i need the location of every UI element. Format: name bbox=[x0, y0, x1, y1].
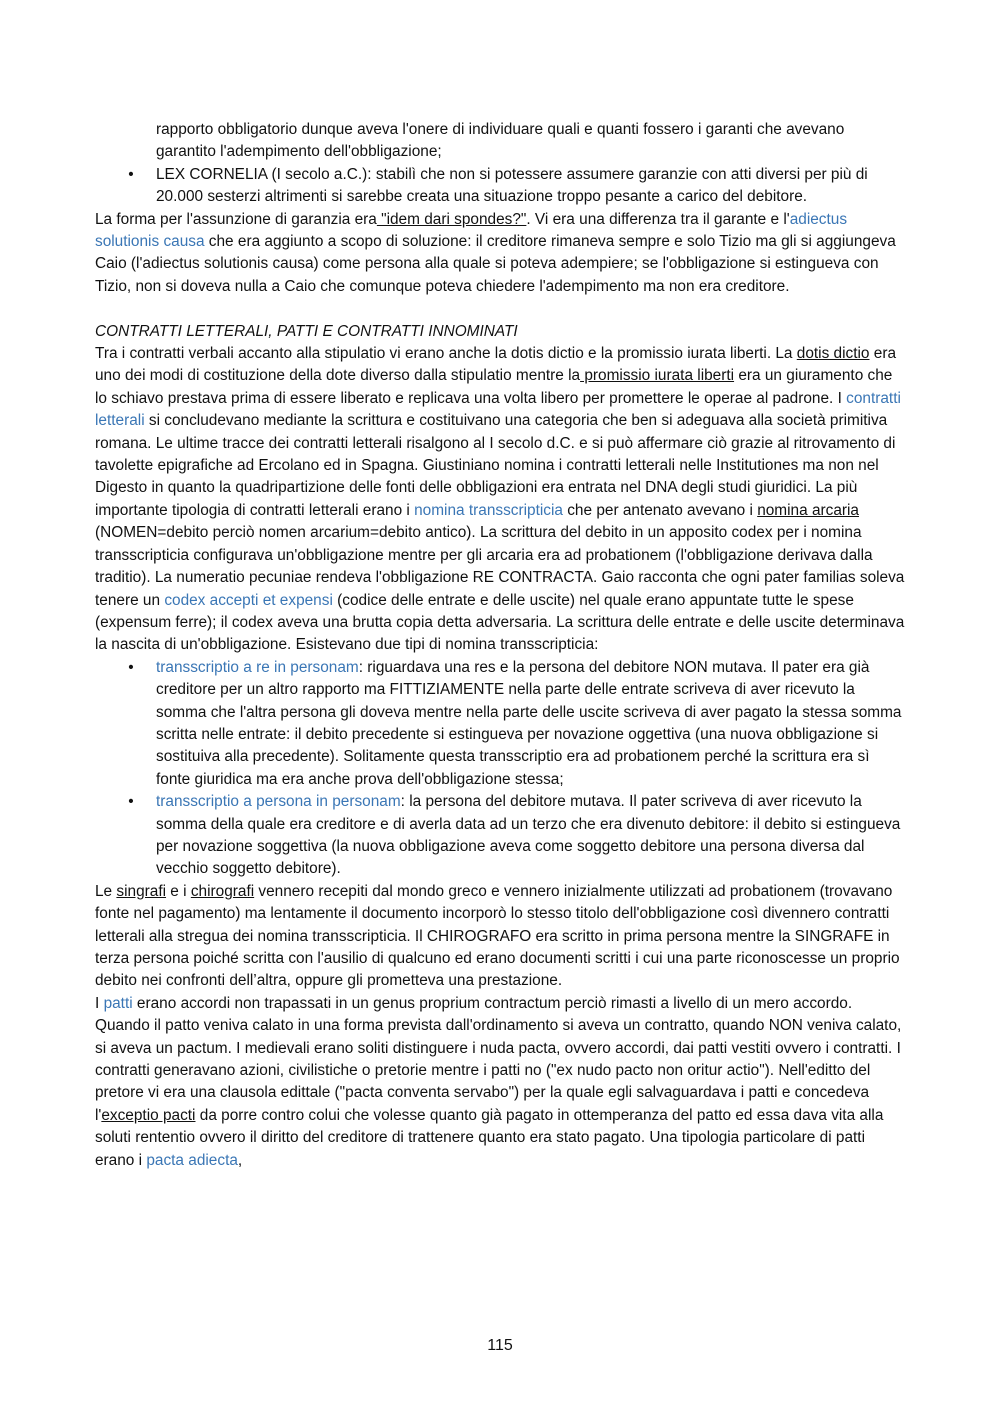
text-run: e i bbox=[166, 882, 191, 900]
term-dotis-dictio: dotis dictio bbox=[796, 345, 870, 363]
page-body bbox=[95, 119, 905, 1172]
term-transscriptio-a-re-in-personam: transscriptio a re in personam bbox=[156, 658, 359, 676]
text-run: I bbox=[95, 994, 104, 1012]
paragraph-patti bbox=[95, 993, 905, 1172]
term-patti: patti bbox=[103, 994, 133, 1012]
list-item-transscriptio-a-re bbox=[95, 657, 905, 791]
text-run: da porre contro colui che volesse quanto già pagato in ottemperanza del patto ed essa dava vita alla soluti rententio ovvero il diritto del creditore di trattenere quanto era stato pagato. Una tipologia particolare di patti erano i bbox=[95, 1106, 884, 1169]
section-heading bbox=[95, 321, 905, 343]
text-run: La forma per l'assunzione di garanzia era bbox=[95, 210, 377, 228]
term-pacta-adiecta: pacta adiecta bbox=[146, 1151, 238, 1169]
text-run: : riguardava una res e la persona del debitore NON mutava. Il pater era già creditore per un altro rapporto ma FITTIZIAMENTE nella parte delle entrate scriveva di aver ricevuto la somma che l'altra persona gli doveva mentre nella parte delle uscite scriveva di aver pagato la stessa somma scritta nelle entrate: il debito precedente si estingueva per novazione oggettiva (una nuova obbligazione si sostituiva alla precedente). Solitamente questa transscriptio era ad probationem perché la scrittura era sì fonte giuridica ma era anche prova dell'obbligazione stessa; bbox=[156, 658, 902, 788]
list-item-transscriptio-a-persona bbox=[95, 791, 905, 881]
paragraph-continuation bbox=[95, 119, 905, 164]
text-run: erano accordi non trapassati in un genus proprium contractum perciò rimasti a livello di un mero accordo. Quando il patto veniva calato in una forma prevista dall'ordinamento si aveva un contratto, quando NON veniva calato, si aveva un pactum. I medievali erano soliti distinguere i nuda pacta, ovvero accordi, dai patti vestiti ovvero i contratti. I contratti generavano azioni, civilistiche o pretorie mentre i patti no ("ex nudo pacto non oritur actio"). Nell'editto del pretore vi era una clausola edittale ("pacta conventa servabo") per la quale egli salvaguardava i patti e concedeva l' bbox=[95, 994, 902, 1124]
term-adiectus-solutionis-causa: adiectus solutionis causa bbox=[95, 210, 848, 251]
text-run: vennero recepiti dal mondo greco e vennero inizialmente utilizzati ad probationem (trovavano fonte nel pagamento) ma lentamente il documento incorporò lo stesso titolo dell'obbligazione così divennero contratti letterali alla stregua dei nomina transscripticia. Il CHIROGRAFO era scritto in prima persona mentre la SINGRAFE in terza persona poiché scritta con l'ausilio di qualcuno ed erano documenti scritti i cui una parte riconoscesse un proprio debito nei confronti dell’altra, oppure gli prometteva una prestazione. bbox=[95, 882, 900, 990]
bullet-icon: • bbox=[128, 793, 134, 811]
text-run: rapporto obbligatorio dunque aveva l'onere di individuare quali e quanti fossero i garanti che avevano garantito l'adempimento dell'obbligazione; bbox=[156, 121, 845, 161]
paragraph-contratti-letterali bbox=[95, 343, 905, 657]
text-run: LEX CORNELIA (I secolo a.C.): stabilì che non si potessere assumere garanzie con atti diversi per più di 20.000 sesterzi altrimenti si sarebbe creata una situazione troppo pesante a carico del debitore. bbox=[156, 165, 868, 206]
text-run: Le bbox=[95, 882, 117, 900]
section-heading-text: CONTRATTI LETTERALI, PATTI E CONTRATTI INNOMINATI bbox=[95, 322, 518, 340]
term-singrafi: singrafi bbox=[116, 882, 167, 900]
text-run: Tra i contratti verbali accanto alla stipulatio vi erano anche la dotis dictio e la promissio iurata liberti. La bbox=[95, 345, 797, 363]
text-run: era un giuramento che lo schiavo prestava prima di essere liberato e replicava una volta libero per promettere le operae al padrone. I bbox=[95, 367, 893, 407]
text-run: era uno dei modi di costituzione della dote diverso dalla stipulatio mentre la bbox=[95, 345, 897, 385]
text-run: si concludevano mediante la scrittura e costituivano una categoria che ben si adeguava alla società primitiva romana. Le ultime tracce dei contratti letterali risalgono al I secolo d.C. e si può affermare ciò grazie al ritrovamento di tavolette epigrafiche ad Ercolano ed in Spagna. Giustiniano nomina i contratti letterali nelle Institutiones ma non nel Digesto in quanto la quadripartizione delle fonti delle obbligazioni era entrata nel DNA degli studi giuridici. La più importante tipologia di contratti letterali erano i bbox=[95, 412, 896, 519]
list-item-lex-cornelia bbox=[95, 164, 905, 209]
bullet-list-transscriptio bbox=[95, 657, 905, 881]
term-nomina-arcaria: nomina arcaria bbox=[757, 501, 859, 519]
text-run: (NOMEN=debito perciò nomen arcarium=debito antico). La scrittura del debito in un apposito codex per i nomina transscripticia configurava un'obbligazione mentre per gli arcaria era ad probationem (l'obbligazione derivava dalla traditio). La numeratio pecuniae rendeva l'obbligazione RE CONTRACTA. Gaio racconta che ogni pater familias soleva tenere un bbox=[95, 524, 905, 609]
text-run: (codice delle entrate e delle uscite) nel quale erano appuntate tutte le spese (expensum ferre); il codex aveva una brutta copia detta adversaria. La scrittura delle entrate e delle uscite determinava la nascita di un'obbligazione. Esistevano due tipi di nomina transscripticia: bbox=[95, 591, 905, 654]
text-run: . Vi era una differenza tra il garante e l' bbox=[526, 210, 790, 228]
text-run: che era aggiunto a scopo di soluzione: il creditore rimaneva sempre e solo Tizio ma gli si aggiungeva Caio (l'adiectus solutionis causa) come persona alla quale si poteva adempiere; se l'obbligazione si estingueva con Tizio, non si doveva nulla a Caio che comunque poteva chiedere l'adempimento ma non era creditore. bbox=[95, 233, 896, 295]
term-contratti-letterali: contratti letterali bbox=[95, 389, 901, 430]
term-nomina-transscripticia: nomina transscripticia bbox=[414, 501, 563, 519]
blank-line bbox=[95, 298, 905, 320]
bullet-icon: • bbox=[128, 658, 134, 676]
bullet-list-lex bbox=[95, 164, 905, 209]
term-transscriptio-a-persona-in-personam: transscriptio a persona in personam bbox=[156, 793, 401, 811]
text-run: : la persona del debitore mutava. Il pater scriveva di aver ricevuto la somma della quale era creditore e di averla data ad un terzo che era divenuto debitore: il debito si estingueva per novazione soggettiva (la nuova obbligazione aveva come soggetto debitore una persona diversa dal vecchio soggetto debitore). bbox=[156, 793, 901, 878]
term-codex-accepti-et-expensi: codex accepti et expensi bbox=[164, 591, 333, 609]
bullet-icon: • bbox=[128, 165, 134, 183]
term-chirografi: chirografi bbox=[190, 882, 255, 900]
page-number: 115 bbox=[487, 1337, 513, 1354]
paragraph-garanzia bbox=[95, 209, 905, 299]
text-run: , bbox=[237, 1151, 243, 1169]
term-promissio-iurata-liberti: promissio iurata liberti bbox=[580, 367, 735, 385]
term-exceptio-pacti: exceptio pacti bbox=[101, 1106, 196, 1124]
text-run: che per antenato avevano i bbox=[562, 501, 758, 519]
paragraph-singrafi-chirografi bbox=[95, 881, 905, 993]
term-idem-dari-spondes: "idem dari spondes?" bbox=[376, 210, 527, 228]
